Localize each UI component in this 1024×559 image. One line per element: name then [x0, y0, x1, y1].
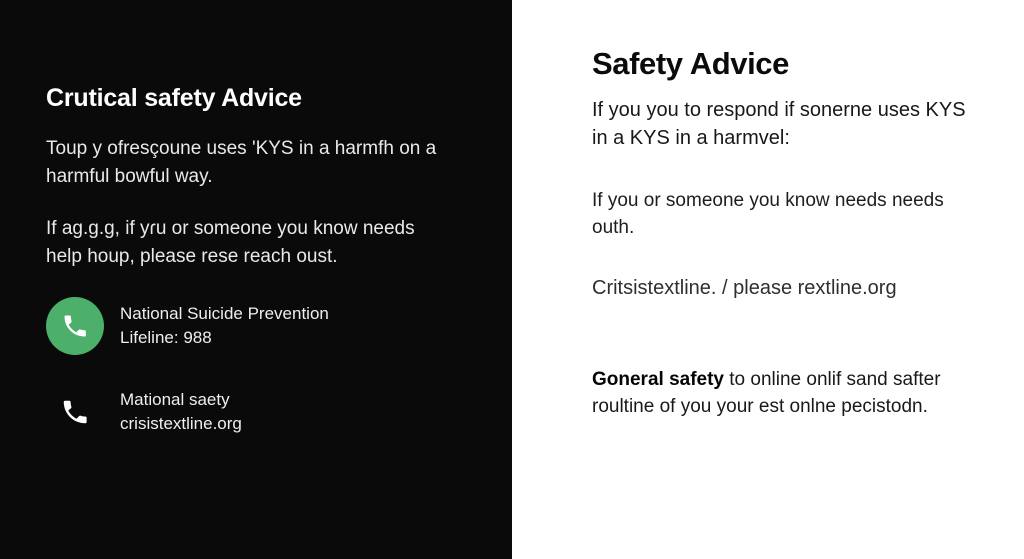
contact-crisistextline-line1: Mational saety	[120, 390, 230, 410]
right-panel-link-line: Critsistextline. / please rextline.org	[592, 276, 897, 299]
contact-lifeline-line1: National Suicide Prevention	[120, 304, 329, 324]
contact-lifeline-text	[120, 302, 329, 349]
phone-icon	[46, 383, 104, 441]
left-panel-paragraph-2: If ag.g.g, if yɾu or someone you know needs help houp, please rese reach oust.	[46, 217, 415, 267]
contact-crisistextline-line2: crisistextline.org	[120, 413, 242, 433]
right-panel-paragraph: If you or someone you know needs needs outh.	[592, 189, 944, 239]
contact-crisistextline-text	[120, 388, 242, 435]
contact-lifeline-line2: Lifeline: 988	[120, 327, 212, 347]
contact-item-crisistextline	[46, 383, 466, 441]
left-panel-title: Crutical safety Advice	[46, 84, 302, 112]
right-panel-lead: If you you to respond if sonerne uses KYS in a KYS in a harmvel:	[592, 99, 966, 150]
right-panel-closing-bold: Goneral safety	[592, 368, 724, 390]
contact-item-lifeline	[46, 297, 466, 355]
right-panel-title: Safety Advice	[592, 46, 789, 81]
right-panel-closing-rest: to online onlif sand safter roultine of you your est onlne pecistodn.	[592, 368, 941, 418]
left-panel-paragraph-1: Toup y ofresçoune uses 'KYS in a harmfh on a harmful bowful way.	[46, 138, 437, 187]
right-panel-closing	[592, 366, 984, 421]
safety-advice-panel	[512, 0, 1024, 559]
phone-icon	[46, 297, 104, 355]
